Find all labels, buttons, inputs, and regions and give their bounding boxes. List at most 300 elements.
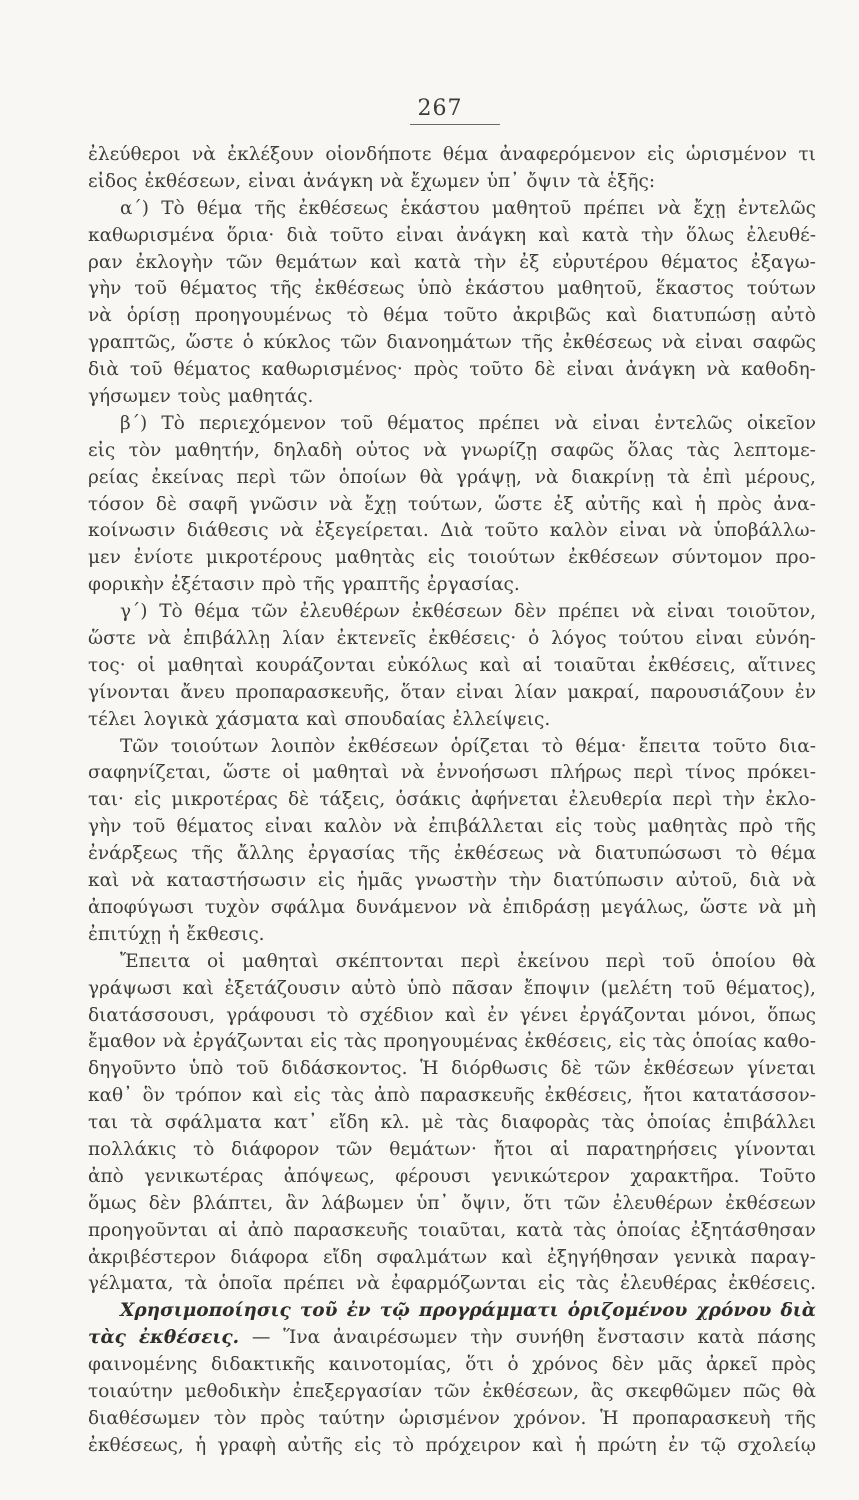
text-word: προπαρασκευὴ [632, 1407, 771, 1429]
text-word: πολλάκις [88, 1138, 177, 1160]
text-line [88, 897, 816, 924]
text-word: εἶναι [619, 520, 668, 542]
text-word: θὰ [792, 1380, 816, 1402]
text-line [88, 1166, 816, 1193]
text-word: τούτων, [407, 493, 484, 515]
text-word: πᾶσαν [451, 977, 514, 999]
text-word: εἰς [310, 1031, 338, 1053]
text-word: τὰ [130, 1112, 153, 1134]
text-word: τῆς [269, 278, 302, 300]
text-line [88, 574, 816, 601]
text-word: θέματος), [725, 977, 816, 999]
text-word: εἰς [134, 789, 162, 811]
text-word: γ΄) [120, 601, 148, 623]
text-word: διὰ [749, 870, 781, 892]
text-word: ἔκθεσις. [186, 923, 265, 945]
text-line [88, 413, 816, 440]
text-word: τούτων [746, 278, 816, 300]
text-word: σχολείῳ [737, 1434, 816, 1456]
text-word: ὁποίας [692, 1031, 757, 1053]
text-word: σφάλμα [270, 896, 346, 918]
text-word: Ἵνα [283, 1327, 321, 1349]
text-word: ἐξετάζουσιν [224, 977, 341, 999]
text-word: νὰ [329, 493, 353, 515]
text-word: ἂς [590, 1380, 614, 1402]
text-word: λογικὰ [143, 708, 209, 730]
text-line [88, 494, 816, 521]
text-word: ἐπιβάλλει [723, 1112, 816, 1134]
text-word: προηγουμένας [383, 1031, 518, 1053]
text-word: τοῦτο [712, 735, 767, 757]
text-word: αἵτινες [747, 654, 816, 676]
text-word: διὰ [780, 1300, 816, 1322]
text-word: νὰ [467, 896, 492, 918]
text-word: παρασκευῆς [420, 1085, 535, 1107]
text-word: τοῦ [236, 1058, 269, 1080]
text-word: ται [88, 1112, 118, 1134]
text-word: Τοῦτο [759, 1165, 816, 1187]
text-line [88, 682, 816, 709]
text-line [88, 843, 816, 870]
text-word: τῆς [191, 843, 224, 865]
text-word: ἐργάζωνται [192, 1031, 304, 1053]
text-word: θεμάτων· [389, 1138, 477, 1160]
text-word: νὰ [279, 520, 304, 542]
text-word: τὸν [128, 439, 162, 461]
text-line [88, 816, 816, 843]
text-word: διάφορα [230, 1246, 309, 1268]
text-word: ὅλας [627, 439, 674, 461]
text-word: νὰ [706, 359, 731, 381]
text-line [88, 386, 816, 413]
text-word: περὶ [605, 950, 646, 972]
text-word: πρὸ [738, 816, 774, 838]
text-word: δηγοῦντο [88, 1058, 177, 1080]
text-word: ὅμως [88, 1192, 137, 1214]
text-word: καὶ [606, 305, 638, 327]
text-word: τὸ [326, 1004, 349, 1026]
text-word: σαφηνίζεται, [88, 762, 212, 784]
text-word: διαθέσωμεν [88, 1407, 201, 1429]
text-word: ἡ [694, 493, 706, 515]
text-word: οὗτος [355, 439, 410, 461]
text-line [88, 225, 816, 252]
text-word: περιεχόμενον [199, 412, 327, 434]
text-word: καὶ [538, 224, 570, 246]
text-word: τοῦτο [443, 305, 498, 327]
text-word: γενικώτερον [491, 1165, 611, 1187]
text-word: λοιπὸν [270, 735, 336, 757]
text-word: θέματος [176, 816, 254, 838]
text-line [88, 144, 816, 171]
text-word: καὶ [501, 1246, 533, 1268]
text-word: νὰ [88, 305, 112, 327]
text-line [88, 1354, 816, 1381]
text-word: μικροτέρους [205, 547, 323, 569]
text-word: ὡρισμένον [398, 1407, 500, 1429]
text-word: ὅτι [523, 1192, 552, 1214]
text-word: γράψῃ, [456, 466, 522, 488]
text-word: ἐκθέσεων, [144, 170, 242, 192]
text-word: ἐλευθέ- [746, 224, 816, 246]
text-word: μαθητὰς [335, 547, 415, 569]
text-word: νὰ [400, 762, 425, 784]
text-word: ὁποίας [646, 1112, 712, 1134]
text-word: περὶ [460, 950, 501, 972]
text-word: οἱ [207, 950, 226, 972]
text-word: αἱ [522, 654, 543, 676]
text-line [88, 1300, 816, 1327]
text-word: δὲν [611, 1354, 645, 1376]
text-word: ἐξεγείρεται. [314, 520, 429, 542]
text-word: ἐκλογὴν [135, 251, 214, 273]
text-word: α΄) [120, 197, 149, 219]
text-word: γραφὴ [217, 1434, 277, 1456]
text-word: παρασκευῆς [293, 1219, 409, 1241]
text-word: ἐκθέσεως [298, 197, 389, 219]
text-word: καὶ [479, 654, 511, 676]
text-word: γνωστὴν [414, 870, 498, 892]
text-word: ἀπὸ [374, 1085, 410, 1107]
text-line [88, 467, 816, 494]
text-word: νὰ [147, 628, 172, 650]
text-word: ὁριζομένου [567, 1300, 688, 1322]
text-word: καλὸν [323, 816, 383, 838]
text-word: Ἡ [600, 1407, 619, 1429]
text-word: ἀνάγκη [625, 359, 696, 381]
text-line [88, 1381, 816, 1408]
text-word: προπαρασκευῆς, [235, 681, 390, 703]
text-word: κλ. [380, 1112, 410, 1134]
text-word: ὁ [242, 332, 254, 354]
text-word: νὰ [554, 412, 579, 434]
text-word: ἐπιβάλλῃ [183, 628, 271, 650]
text-word: κατὰ [516, 1219, 564, 1241]
text-word: σφαλμάτων [376, 1246, 488, 1268]
text-word: γίνεται [746, 1058, 816, 1080]
text-word: κατὰ [582, 224, 629, 246]
text-word: θὰ [419, 466, 444, 488]
text-word: γένει [519, 1004, 569, 1026]
text-word: πρέπει [583, 197, 646, 219]
text-word: ὑπὸ [406, 977, 442, 999]
text-line [88, 762, 816, 789]
text-word: τοιαύτην [88, 1380, 173, 1402]
text-word: καινοτομίας, [328, 1354, 452, 1376]
text-word: ὁ [507, 1354, 519, 1376]
text-word: ἐλευθερία [568, 789, 663, 811]
text-word: μαθητήν, [174, 439, 260, 461]
text-word: σπουδαίας [344, 708, 446, 730]
text-word: ὁρίζεται [450, 735, 530, 757]
text-word: εἰς [537, 1273, 565, 1295]
text-word: τέλει [88, 708, 137, 730]
text-word: πρώτη [597, 1434, 657, 1456]
text-word: διὰ [88, 359, 119, 381]
text-word: β΄) [120, 412, 148, 434]
text-word: Χρησιμοποίησις [120, 1300, 291, 1322]
text-word: τὰ [577, 170, 601, 192]
text-word: νὰ [631, 601, 656, 623]
text-word: εἶναι [666, 601, 715, 623]
text-word: εὐρυτέρου [552, 251, 649, 273]
text-word: χαρακτῆρα. [630, 1165, 740, 1187]
text-word: γέλματα, [88, 1273, 174, 1295]
text-word: ὄψιν [526, 170, 571, 192]
text-word: διατυπώσῃ [652, 305, 756, 327]
text-word: ὅτι [465, 1354, 494, 1376]
text-word: ἐκθέσεων [347, 735, 439, 757]
text-word: ὥστε [185, 332, 234, 354]
text-word: γνῶσιν [249, 493, 318, 515]
text-word: προηγοῦνται [88, 1219, 208, 1241]
text-word: ἐκθέσεων [725, 1192, 816, 1214]
text-word: ἐν [794, 681, 816, 703]
text-word: αἱ [217, 1219, 238, 1241]
text-word: διδακτικῆς [210, 1354, 316, 1376]
text-word: ἐκθέσεως [562, 332, 653, 354]
text-word: ἤτοι [642, 1085, 683, 1107]
text-line [88, 1112, 816, 1139]
text-word: ἐνάρξεως [88, 843, 178, 865]
text-word: ἀφήνεται [471, 789, 559, 811]
text-word: (μελέτη [600, 977, 672, 999]
text-word: τῶν [563, 1192, 601, 1214]
text-word: μαθητάς. [227, 386, 314, 408]
text-word: ἂν [285, 1192, 310, 1214]
text-word: τὸ [541, 735, 564, 757]
text-word: τοῦ [134, 278, 167, 300]
text-word: ταύτην [318, 1407, 386, 1429]
text-line [88, 520, 816, 547]
text-word: ὁποίων [338, 466, 407, 488]
text-word: σκέπτονται [335, 950, 444, 972]
text-word: γίνονται [734, 1138, 816, 1160]
text-word: ἐλευθέρας [620, 1273, 718, 1295]
text-word: τι [798, 144, 816, 165]
text-word: τόσον [88, 493, 145, 515]
text-word: τοῦτο [484, 520, 539, 542]
text-word: περὶ [633, 762, 674, 784]
text-word: μαθητοῦ, [557, 278, 643, 300]
text-word: νὰ [534, 466, 559, 488]
text-word: τῶν [251, 601, 288, 623]
text-line [88, 601, 816, 628]
text-word: ραν [88, 251, 123, 273]
text-line [88, 1139, 816, 1166]
text-word: τὰς [652, 1031, 686, 1053]
text-word: νὰ [162, 1031, 187, 1053]
text-word: γίνονται [88, 681, 170, 703]
text-word: ὑπ᾿ [486, 170, 520, 192]
text-word: χάσματα [215, 708, 300, 730]
text-word: πλήρως [550, 762, 622, 784]
text-word: θέμα [383, 305, 429, 327]
text-word: ἐκθέσεις, [544, 1085, 633, 1107]
text-word: τῆς [784, 1407, 816, 1429]
text-word: αὐτοῦ, [675, 870, 738, 892]
text-word: ὁποίου [711, 950, 776, 972]
text-line [88, 1085, 816, 1112]
text-word: γραπτῶς, [88, 332, 177, 354]
text-word: θέματος [173, 359, 251, 381]
text-word: εὐνόη- [755, 628, 816, 650]
text-word: τὴν [508, 870, 542, 892]
text-line [88, 171, 816, 198]
text-word: συνήθη [515, 1327, 585, 1349]
text-word: ἐλευθέρων [299, 601, 401, 623]
text-word: δὲ [560, 1058, 582, 1080]
text-word: ἀκριβέστερον [88, 1246, 217, 1268]
text-word: οἰκεῖον [746, 412, 816, 434]
text-word: ἀπὸ [88, 1165, 124, 1187]
text-word: μεν [88, 547, 121, 569]
text-word: διδάσκοντος. [281, 1058, 408, 1080]
text-line [88, 924, 816, 951]
text-word: ἡ [574, 1434, 586, 1456]
text-word: καὶ [532, 1434, 564, 1456]
text-word: ὥστε [222, 762, 271, 784]
text-word: τὸ [346, 305, 369, 327]
text-word: διόρθωσις [451, 1058, 548, 1080]
text-line [88, 1005, 816, 1032]
text-word: τοῦ [682, 977, 716, 999]
text-word: νὰ [661, 332, 686, 354]
text-line [88, 1247, 816, 1274]
text-word: τὴν [722, 789, 756, 811]
text-line [88, 736, 816, 763]
text-word: ἡμᾶς [356, 870, 403, 892]
text-word: διατυπώσωσι [594, 843, 723, 865]
text-word: θέματος [387, 412, 465, 434]
text-word: τοιούτων [170, 735, 259, 757]
text-line [88, 440, 816, 467]
text-word: τὰς [455, 1112, 489, 1134]
text-word: ἐκθέσεις. [728, 1273, 816, 1295]
text-word: κοίνωσιν [88, 520, 176, 542]
text-word: πρέπει [478, 412, 541, 434]
text-word: καὶ [652, 493, 684, 515]
text-word: ἔποψιν [523, 977, 590, 999]
text-word: τὰ [667, 466, 690, 488]
text-word: παρουσιάζουν [650, 681, 785, 703]
text-word: τὰς [573, 1219, 607, 1241]
text-word: ἐννοήσωσι [436, 762, 539, 784]
text-word: καθωρισμένα [88, 224, 215, 246]
text-word: τος· [88, 654, 126, 676]
text-word: ἐξηγήθησαν [546, 1246, 659, 1268]
text-word: ἀκριβῶς [512, 305, 591, 327]
text-word: ἐλευθέρων [612, 1192, 714, 1214]
text-word: νὰ [678, 520, 703, 542]
text-word: ἔχῃ [364, 493, 397, 515]
text-word: ἐν [346, 1300, 371, 1322]
text-word: τάξεις, [319, 789, 386, 811]
text-word: ὁ [528, 628, 540, 650]
text-line [88, 1408, 816, 1435]
text-word: τῆς [302, 574, 335, 596]
text-word: τὰ [184, 1273, 208, 1295]
page-number: 267 [417, 96, 463, 121]
text-word: μὲ [421, 1112, 444, 1134]
text-word: ὑποβάλλω- [713, 520, 816, 542]
text-word: δὲν [514, 601, 547, 623]
text-word: τοιοῦτον, [726, 601, 816, 623]
text-word: ἔμαθον [88, 1031, 156, 1053]
text-word: πρέπει [283, 1273, 346, 1295]
text-word: σύντομον [671, 547, 763, 569]
text-word: Ἔπειτα [120, 950, 191, 972]
text-word: πρόχειρον [425, 1434, 521, 1456]
text-word: ἐκθέσεις· [428, 628, 517, 650]
text-word: κατ᾿ [273, 1112, 318, 1134]
text-line [88, 1031, 816, 1058]
text-word: τοὺς [177, 386, 221, 408]
text-word: δηλαδὴ [273, 439, 343, 461]
text-word: ται· [88, 789, 124, 811]
text-word: μεγάλως, [600, 896, 690, 918]
text-word: ἐντελῶς [737, 197, 816, 219]
text-word: εἶναι [396, 224, 444, 246]
text-line [88, 252, 816, 279]
text-word: τῷ [700, 1434, 726, 1456]
text-word: ἕκαστος [655, 278, 734, 300]
text-word: οἱ [282, 762, 301, 784]
text-word: Τὸ [161, 197, 185, 219]
text-word: εἰς [88, 439, 116, 461]
text-word: καθοδη- [741, 359, 816, 381]
text-word: ἐκθέσεως [314, 278, 405, 300]
text-word: αὐτῆς [585, 493, 641, 515]
text-word: θέματος [179, 278, 257, 300]
text-word: εἶναι [264, 816, 313, 838]
text-word: διανοημάτων [386, 332, 512, 354]
text-word: καὶ [370, 251, 402, 273]
text-line [88, 655, 816, 682]
text-word: καὶ [252, 1085, 284, 1107]
text-word: τῆς [254, 197, 287, 219]
text-word: δὲ [534, 359, 556, 381]
text-word: ἐπιτύχῃ [88, 923, 162, 945]
text-word: μόνοι, [697, 1004, 757, 1026]
text-word: τῶν [289, 466, 326, 488]
text-word: εἰς [647, 144, 675, 165]
text-word: πρόκει- [747, 762, 816, 784]
text-word: εἴδη [329, 1112, 369, 1134]
text-word: ἐπιβάλλεται [428, 816, 544, 838]
text-word: εἰς [555, 816, 583, 838]
text-word: γενικὰ [673, 1246, 737, 1268]
text-word: ἐνίοτε [133, 547, 194, 569]
text-word: παρατηρήσεις [586, 1138, 718, 1160]
text-word: τοὺς [593, 816, 637, 838]
text-word: ὁσάκις [395, 789, 461, 811]
text-word: ὑπ᾿ [416, 1192, 449, 1214]
text-word: τοιαῦται [553, 654, 637, 676]
text-word: χρόνου [696, 1300, 772, 1322]
text-word: ἐν [668, 1434, 690, 1456]
text-word: Ἡ [420, 1058, 439, 1080]
text-word: διὰ [286, 224, 318, 246]
text-word: διάθεσις [186, 520, 269, 542]
text-word: νὰ [379, 170, 404, 192]
text-word: ἐκθέσεων [643, 1058, 735, 1080]
text-word: ἑξῆς: [607, 170, 656, 192]
text-word: ἔνστασιν [597, 1327, 685, 1349]
text-word: τὸ [735, 843, 758, 865]
text-word: ἐφαρμόζωνται [390, 1273, 527, 1295]
text-word: ἐξαγω- [750, 251, 816, 273]
